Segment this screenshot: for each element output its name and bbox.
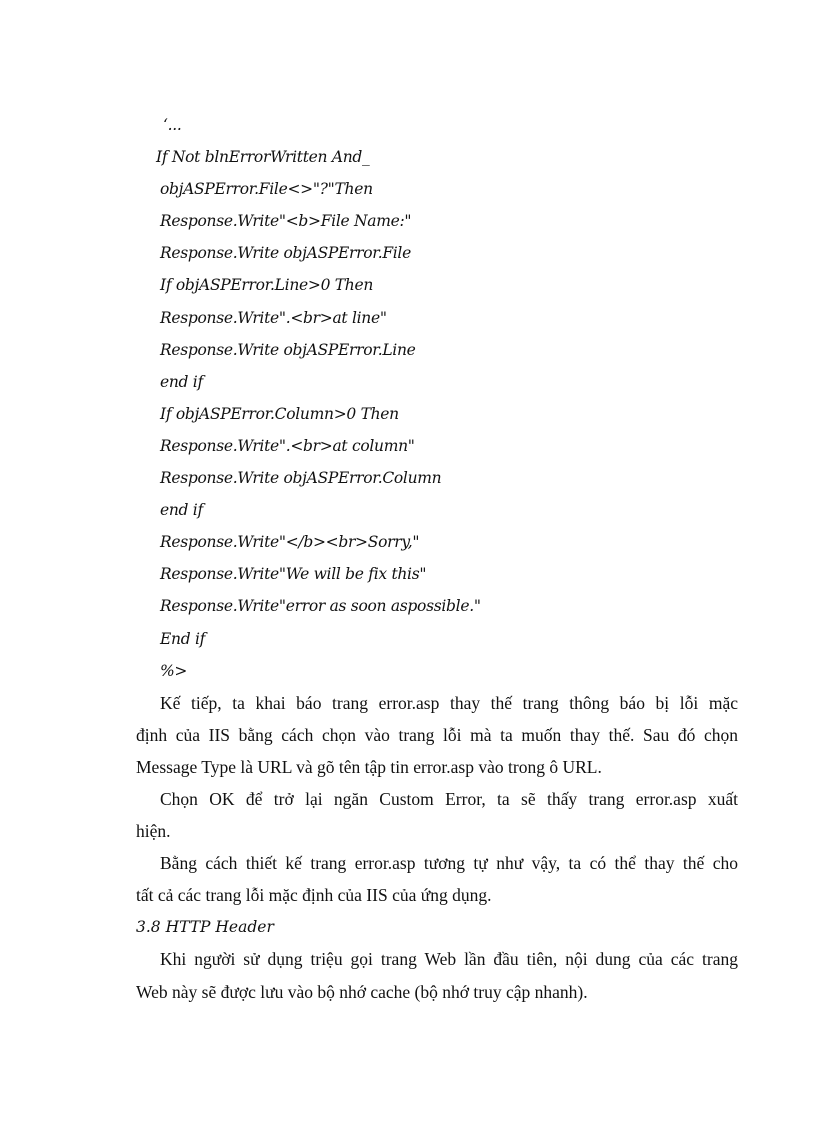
code-line: end if xyxy=(160,501,203,520)
code-line: If objASPError.Column>0 Then xyxy=(160,404,399,423)
code-line: End if xyxy=(160,629,206,648)
code-line: Response.Write objASPError.Column xyxy=(160,469,442,488)
code-block xyxy=(136,109,738,687)
code-line: end if xyxy=(160,372,203,391)
paragraph-http-header xyxy=(136,943,738,1007)
text-line: Khi người sử dụng triệu gọi trang Web lần đầu tiên, nội dung của các trang xyxy=(160,949,738,970)
code-line: Response.Write objASPError.File xyxy=(160,244,411,263)
text-line: Chọn OK để trở lại ngăn Custom Error, ta sẽ thấy trang error.asp xuất xyxy=(160,788,738,809)
code-line: Response.Write".<br>at column" xyxy=(160,436,415,455)
paragraph-error-page xyxy=(136,687,738,783)
text-line: tất cả các trang lỗi mặc định của IIS của ứng dụng. xyxy=(136,885,492,906)
code-line: objASPError.File<>"?"Then xyxy=(160,180,373,199)
code-line: Response.Write"</b><br>Sorry," xyxy=(160,533,420,552)
paragraph-custom-error xyxy=(136,783,738,847)
text-line: Kế tiếp, ta khai báo trang error.asp thay thế trang thông báo bị lỗi mặc xyxy=(160,692,738,713)
document-page xyxy=(136,109,738,1008)
code-line: Response.Write objASPError.Line xyxy=(160,340,416,359)
code-line: Response.Write"<b>File Name:" xyxy=(160,212,412,231)
text-line: hiện. xyxy=(136,821,171,842)
paragraph-design xyxy=(136,847,738,911)
text-line: Bằng cách thiết kế trang error.asp tương tự như vậy, ta có thể thay thế cho xyxy=(160,853,738,874)
code-line: If objASPError.Line>0 Then xyxy=(160,276,374,295)
code-line: Response.Write"We will be fix this" xyxy=(160,565,427,584)
code-line: Response.Write"error as soon aspossible." xyxy=(160,597,481,616)
text-line: Message Type là URL và gõ tên tập tin error.asp vào trong ô URL. xyxy=(136,756,602,777)
code-line: If Not blnErrorWritten And_ xyxy=(156,148,370,167)
text-line: Web này sẽ được lưu vào bộ nhớ cache (bộ nhớ truy cập nhanh). xyxy=(136,981,588,1002)
text-line: định của IIS bằng cách chọn vào trang lỗi mà ta muốn thay thế. Sau đó chọn xyxy=(136,724,738,745)
code-line: Response.Write".<br>at line" xyxy=(160,308,387,327)
section-heading: 3.8 HTTP Header xyxy=(136,918,274,937)
code-line: %> xyxy=(160,661,188,680)
code-line: ‘... xyxy=(163,116,182,134)
